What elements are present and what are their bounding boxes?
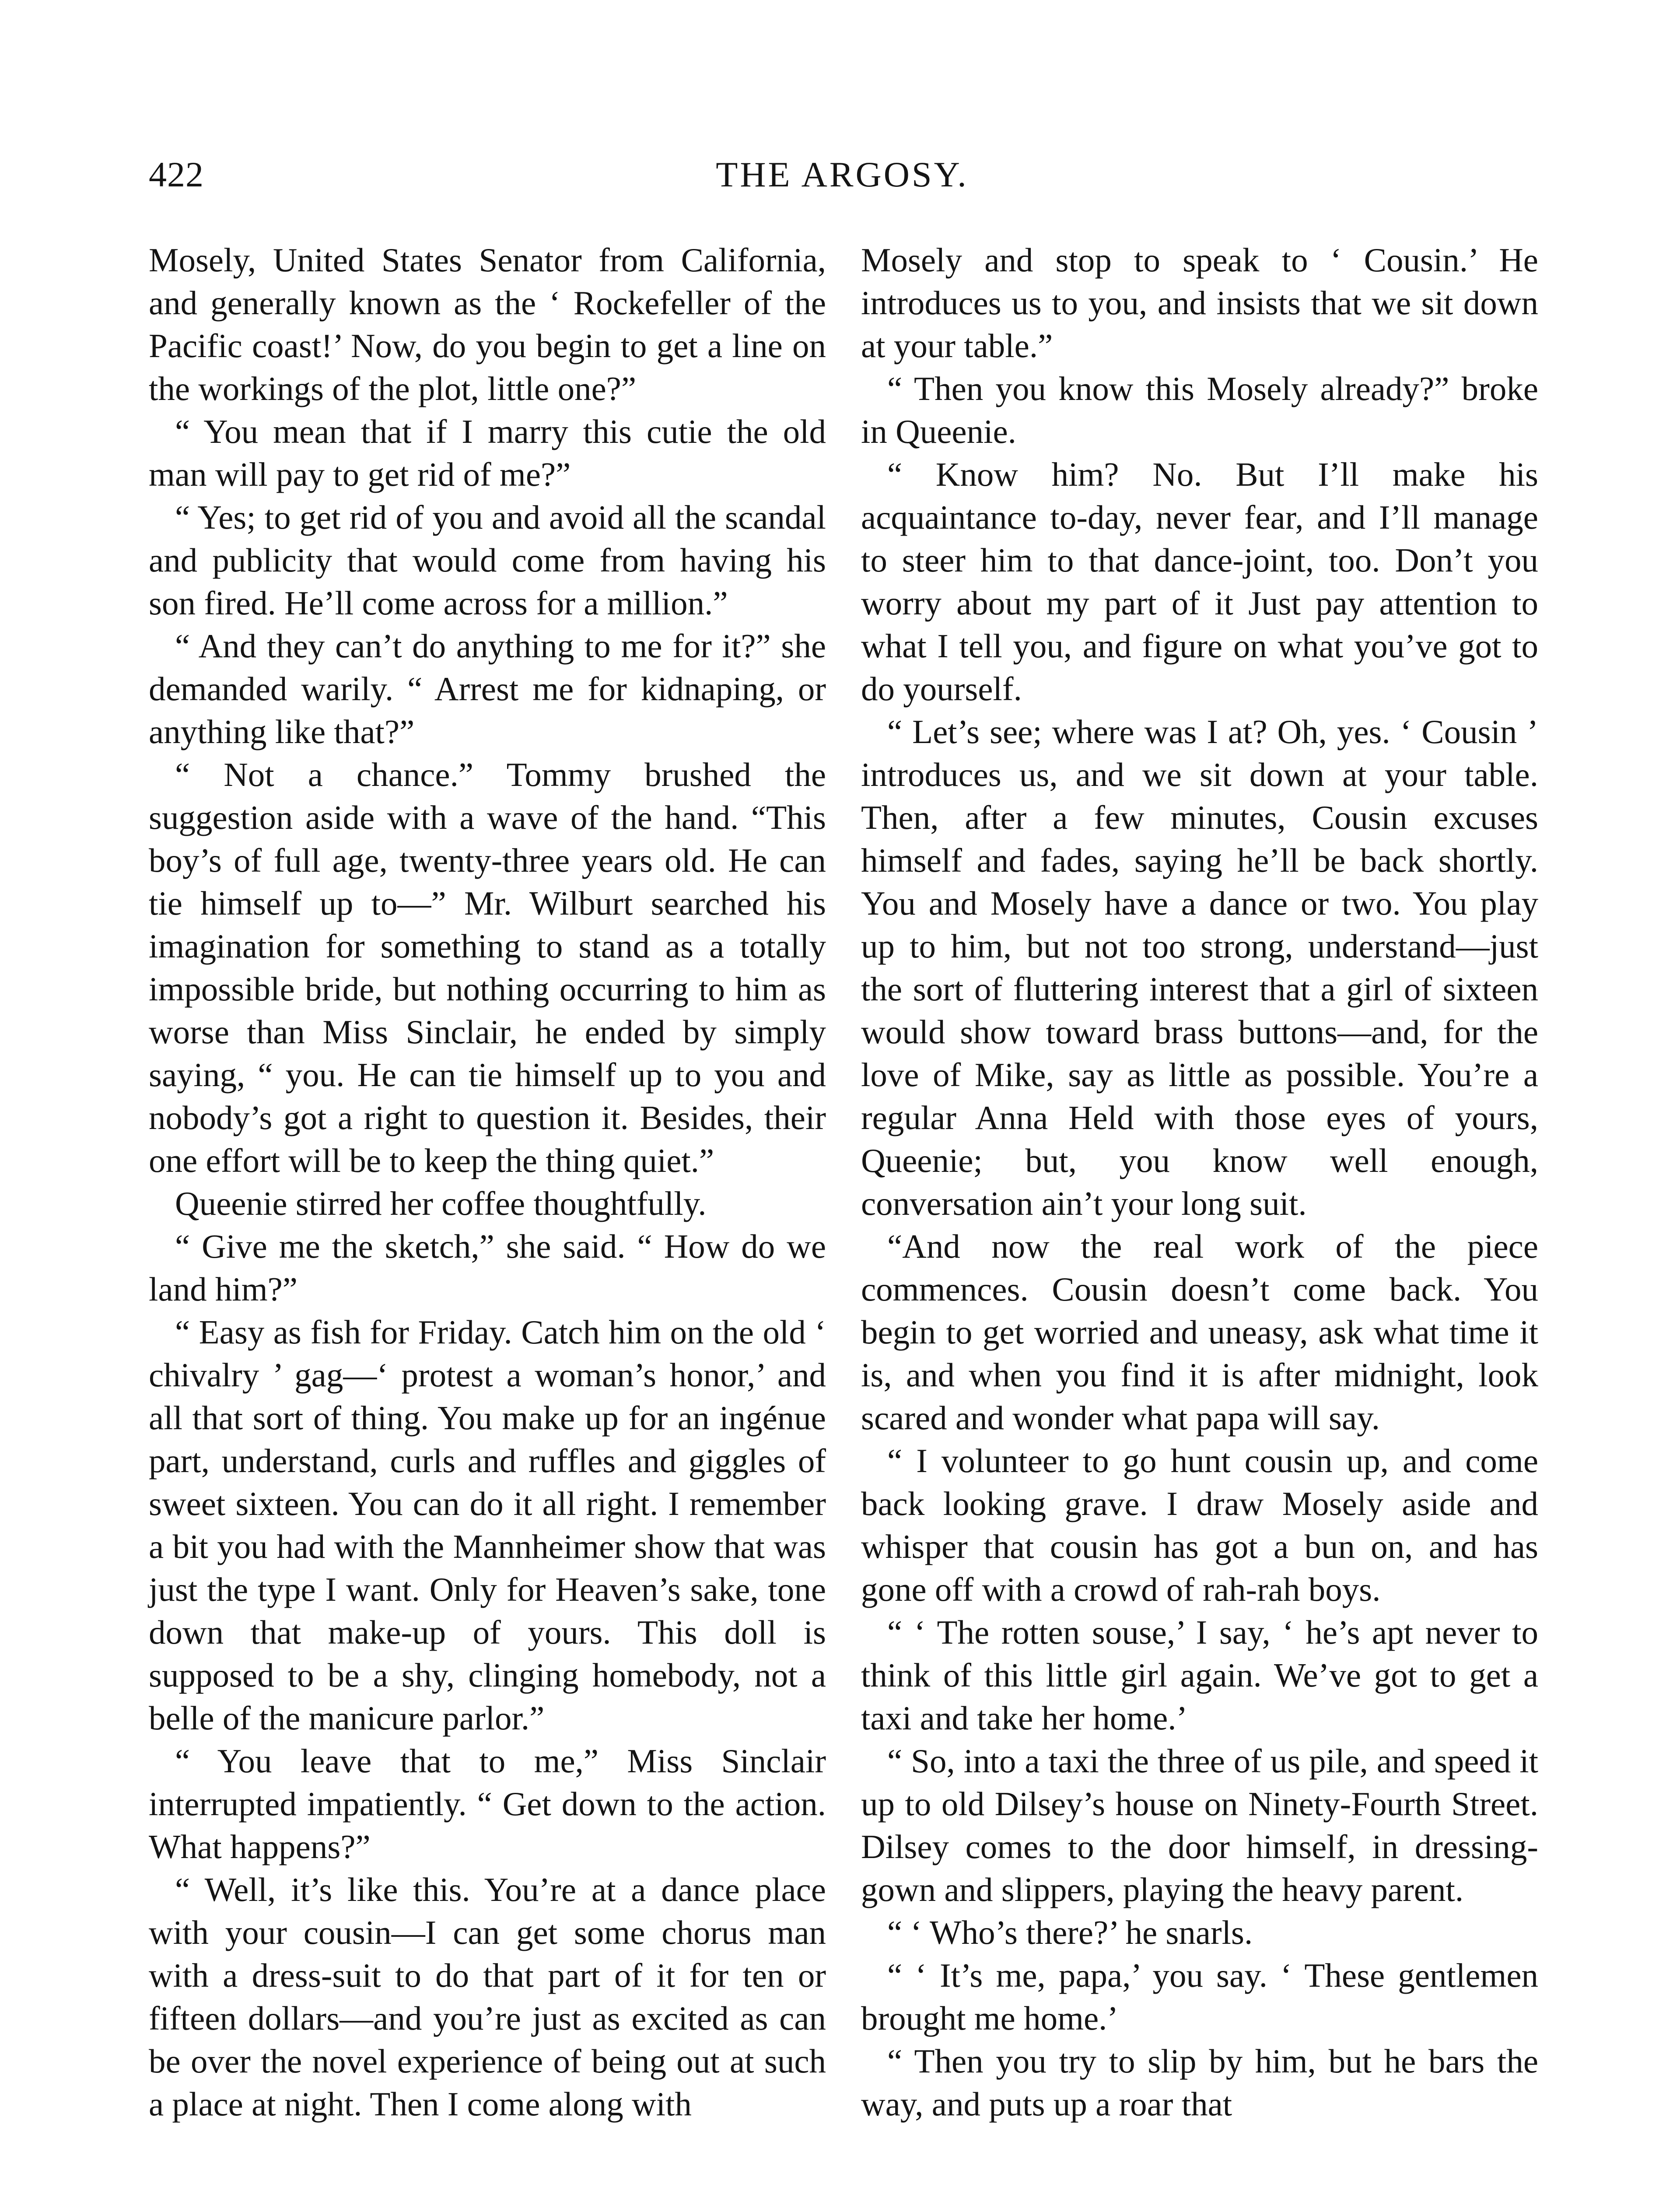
paragraph: “ I volunteer to go hunt cousin up, and come back looking grave. I draw Mosely aside and whisper that cousin has got a bun on, and has gone off with a crowd of rah-rah boys. [861, 1442, 1538, 1608]
paragraph: “ Not a chance.” Tommy brushed the suggestion aside with a wave of the hand. “This boy’s of full age, twenty-three years old. He can tie himself up to—” Mr. Wilburt searched his imagination for something to stand as a totally impossible bride, but nothing occurring to him as worse than Miss Sinclair, he ended by simply saying, “ you. He can tie himself up to you and nobody’s got a right to question it. Besides, their one effort will be to keep the thing quiet.” [149, 756, 826, 1179]
page-number: 422 [149, 154, 204, 194]
paragraph: “ Well, it’s like this. You’re at a dance place with your cousin—I can get some chorus man with a dress-suit to do that part of it for ten or fifteen dollars—and you’re just as excited as can be over the novel experience of being out at such a place at night. Then I come along with [149, 1871, 826, 2123]
paragraph: “ Yes; to get rid of you and avoid all the scandal and publicity that would come from having his son fired. He’ll come across for a million.” [149, 498, 826, 622]
paragraph: “ Then you try to slip by him, but he bars the way, and puts up a roar that [861, 2042, 1538, 2123]
paragraph: “ You leave that to me,” Miss Sinclair interrupted impatiently. “ Get down to the action. What happens?” [149, 1742, 826, 1865]
paragraph: Mosely, United States Senator from California, and generally known as the ‘ Rockefeller of the Pacific coast!’ Now, do you begin to get a line on the workings of the plot, little one?” [149, 241, 826, 407]
right-column [861, 238, 1538, 2125]
paragraph: “ Easy as fish for Friday. Catch him on the old ‘ chivalry ’ gag—‘ protest a woman’s honor,’ and all that sort of thing. You make up for an ingénue part, understand, curls and ruffles and giggles of sweet sixteen. You can do it all right. I remember a bit you had with the Mannheimer show that was just the type I want. Only for Heaven’s sake, tone down that make-up of yours. This doll is supposed to be a shy, clinging homebody, not a belle of the manicure parlor.” [149, 1313, 826, 1737]
paragraph: “And now the real work of the piece commences. Cousin doesn’t come back. You begin to get worried and uneasy, ask what time it is, and when you find it is after midnight, look scared and wonder what papa will say. [861, 1227, 1538, 1437]
running-title: THE ARGOSY. [716, 154, 969, 194]
paragraph: “ Let’s see; where was I at? Oh, yes. ‘ Cousin ’ introduces us, and we sit down at your table. Then, after a few minutes, Cousin excuses himself and fades, saying he’ll be back shortly. You and Mosely have a dance or two. You play up to him, but not too strong, understand—just the sort of fluttering interest that a girl of sixteen would show toward brass buttons—and, for the love of Mike, say as little as possible. You’re a regular Anna Held with those eyes of yours, Queenie; but, you know well enough, conversation ain’t your long suit. [861, 713, 1538, 1222]
paragraph: “ Then you know this Mosely already?” broke in Queenie. [861, 370, 1538, 450]
paragraph: “ ‘ Who’s there?’ he snarls. [887, 1914, 1253, 1951]
paragraph: “ You mean that if I marry this cutie the old man will pay to get rid of me?” [149, 413, 826, 493]
left-column [149, 238, 826, 2125]
paragraph: “ Give me the sketch,” she said. “ How do we land him?” [149, 1227, 826, 1308]
paragraph: “ ‘ The rotten souse,’ I say, ‘ he’s apt never to think of this little girl again. We’ve got to get a taxi and take her home.’ [861, 1613, 1538, 1737]
page-header [149, 154, 1536, 202]
paragraph: “ And they can’t do anything to me for it?” she demanded warily. “ Arrest me for kidnaping, or anything like that?” [149, 627, 826, 750]
paragraph: Mosely and stop to speak to ‘ Cousin.’ He introduces us to you, and insists that we sit down at your table.” [861, 241, 1538, 365]
paragraph: “ So, into a taxi the three of us pile, and speed it up to old Dilsey’s house on Ninety-Fourth Street. Dilsey comes to the door himself, in dressing-gown and slippers, playing the heavy parent. [861, 1742, 1538, 1908]
paragraph: “ ‘ It’s me, papa,’ you say. ‘ These gentlemen brought me home.’ [861, 1957, 1538, 2037]
paragraph: Queenie stirred her coffee thoughtfully. [175, 1185, 707, 1222]
paragraph: “ Know him? No. But I’ll make his acquaintance to-day, never fear, and I’ll manage to steer him to that dance-joint, too. Don’t you worry about my part of it Just pay attention to what I tell you, and figure on what you’ve got to do yourself. [861, 456, 1538, 708]
